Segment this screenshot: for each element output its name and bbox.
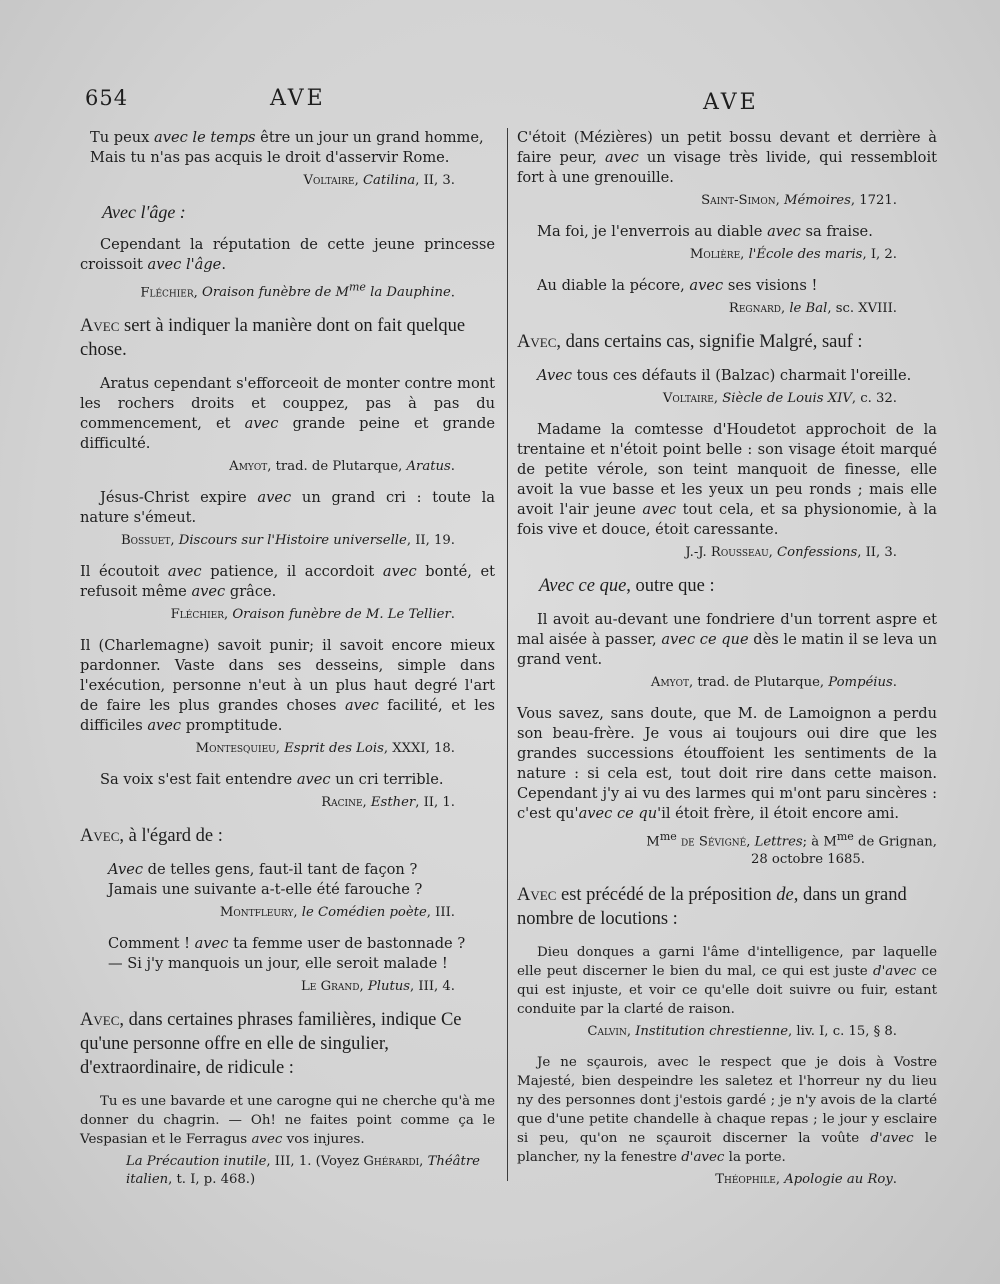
attribution: Regnard, le Bal, sc. XVIII. bbox=[728, 301, 897, 316]
attribution: $M^{me}$ de Sévigné, Lettres; à $M^{me}$ de Grignan, bbox=[646, 830, 937, 850]
verse: Avec de telles gens, faut-il tant de façon ? Jamais une suivante a-t-elle été farouche ? bbox=[108, 861, 423, 899]
quotation: Tu es une bavarde et une carogne qui ne cherche qu'à me donner du chagrin. — Oh! ne faites point comme ça le Vespasian et le Ferragus avec vos injures. La Précaution inutile, III, 1. (Voyez Ghérardi, Théâtre italien, t. I, p. 468.) bbox=[80, 1094, 495, 1188]
quotation: Dieu donques a garni l'âme d'intelligence, par laquelle elle peut discerner le bien du mal, ce qui est juste d'avec ce qui est injuste, et voir ce qu'elle doit suivre ou fuir, estant conduite par la clarté de raison. Calvin, Institution chrestienne, liv. I, c. 15, § 8. bbox=[517, 945, 937, 1040]
attribution: La Précaution inutile, III, 1. (Voyez Ghérardi, Théâtre italien, t. I, p. 468.) bbox=[126, 1154, 480, 1188]
attribution: Montesquieu, Esprit des Lois, XXXI, 18. bbox=[195, 741, 455, 757]
attribution: Le Grand, Plutus, III, 4. bbox=[301, 979, 455, 995]
attribution: Saint-Simon, Mémoires, 1721. bbox=[701, 193, 897, 208]
quotation: Aratus cependant s'efforceoit de monter contre mont les rochers droits et couppez, pas à pas du commencement, et avec grande peine et grande difficulté. Amyot, trad. de Plutarque, Aratus. bbox=[80, 375, 496, 475]
page-number: 654 bbox=[85, 86, 129, 110]
section-heading: Avec, dans certains cas, signifie Malgré, sauf : bbox=[517, 332, 863, 352]
right-column bbox=[517, 128, 937, 1201]
section-heading: Avec, dans certaines phrases familières, indique Ce qu'une personne offre en elle de singulier, d'extraordinaire, de ridicule : bbox=[80, 1010, 462, 1079]
section-heading: Avec sert à indiquer la manière dont on fait quelque chose. bbox=[80, 316, 466, 361]
attribution: Molière, l'École des maris, I, 2. bbox=[689, 247, 897, 262]
quotation: Cependant la réputation de cette jeune princesse croissoit avec l'âge. Fléchier, Oraison funèbre de $M^{me}$ la Dauphine. bbox=[80, 236, 495, 301]
quotation: Il (Charlemagne) savoit punir; il savoit encore mieux pardonner. Vaste dans ses desseins, simple dans l'exécution, personne n'eut à un plus haut degré l'art de faire les plus grandes choses avec facilité, et les difficiles avec promptitude. Montesquieu, Esprit des Lois, XXXI, 18. bbox=[80, 637, 495, 757]
quotation: Jésus-Christ expire avec un grand cri : toute la nature s'émeut. Bossuet, Discours sur l'Histoire universelle, II, 19. bbox=[80, 489, 495, 549]
quotation: Il avoit au-devant une fondriere d'un torrent aspre et mal aisée à passer, avec ce que dès le matin il se leva un grand vent. Amyot, trad. de Plutarque, Pompéius. bbox=[517, 611, 937, 690]
attribution: Voltaire, Siècle de Louis XIV, c. 32. bbox=[662, 391, 897, 406]
attribution: Amyot, trad. de Plutarque, Aratus. bbox=[229, 459, 455, 475]
section-heading: Avec ce que, outre que : bbox=[539, 576, 715, 596]
subheading: Avec l'âge : bbox=[102, 202, 186, 222]
section-heading: Avec, à l'égard de : bbox=[80, 826, 223, 847]
running-head-left: AVE bbox=[270, 86, 326, 111]
quotation: Au diable la pécore, avec ses visions ! Regnard, le Bal, sc. XVIII. bbox=[517, 276, 937, 318]
attribution: Fléchier, Oraison funèbre de M. Le Tellier. bbox=[170, 607, 455, 623]
attribution: Montfleury, le Comédien poète, III. bbox=[219, 905, 455, 921]
quotation bbox=[80, 934, 495, 996]
attribution: Bossuet, Discours sur l'Histoire universelle, II, 19. bbox=[120, 533, 455, 549]
quotation: Il écoutoit avec patience, il accordoit avec bonté, et refusoit même avec grâce. Fléchier, Oraison funèbre de M. Le Tellier. bbox=[80, 563, 496, 623]
attribution: Voltaire, Catilina, II, 3. bbox=[303, 173, 455, 188]
quotation: Avec tous ces défauts il (Balzac) charmait l'oreille. Voltaire, Siècle de Louis XIV, c. 32. bbox=[517, 366, 937, 408]
attribution: Calvin, Institution chrestienne, liv. I, c. 15, § 8. bbox=[587, 1024, 897, 1040]
quotation: Ma foi, je l'enverrois au diable avec sa fraise. Molière, l'École des maris, I, 2. bbox=[517, 222, 937, 264]
attribution: J.-J. Rousseau, Confessions, II, 3. bbox=[685, 545, 897, 560]
quotation: Vous savez, sans doute, que M. de Lamoignon a perdu son beau-frère. Je vous ai toujours oui dire que les grandes successions étouffoient les sentiments de la nature : si cela est, tout doit rire dans cette maison. Cependant j'y ai vu des larmes qui m'ont paru sincères : c'est qu'avec ce qu'il étoit frère, il étoit encore ami. $M^{me}$ de Sévigné, Lettres; à $M^{me}$ de Grignan, 28 octobre 1685. bbox=[517, 705, 937, 868]
attribution: Racine, Esther, II, 1. bbox=[321, 795, 455, 811]
quotation: C'étoit (Mézières) un petit bossu devant et derrière à faire peur, avec un visage très livide, qui ressembloit fort à une grenouille. Saint-Simon, Mémoires, 1721. bbox=[517, 129, 937, 208]
attribution: Fléchier, Oraison funèbre de $M^{me}$ la Dauphine. bbox=[140, 281, 455, 301]
running-head-right: AVE bbox=[703, 90, 759, 115]
quotation: Je ne sçaurois, avec le respect que je dois à Vostre Majesté, bien despeindre les saletez et l'horreur ny du lieu ny des personnes dont j'estois gardé ; je n'y avois de la clarté que d'une petite chandelle à chaque repas ; le jour y esclaire si peu, qu'on ne sçauroit discerner la voûte d'avec le plancher, ny la fenestre d'avec la porte. Théophile, Apologie au Roy. bbox=[517, 1055, 937, 1188]
attribution: Amyot, trad. de Plutarque, Pompéius. bbox=[650, 675, 897, 690]
verse: Tu peux avec le temps être un jour un grand homme, Mais tu n'as pas acquis le droit d'asservir Rome. bbox=[90, 129, 484, 166]
verse: Comment ! avec ta femme user de bastonnade ? — Si j'y manquois un jour, elle seroit malade ! bbox=[108, 935, 466, 973]
attribution: Théophile, Apologie au Roy. bbox=[715, 1172, 897, 1188]
section-heading: Avec est précédé de la préposition de, dans un grand nombre de locutions : bbox=[517, 885, 907, 930]
quotation bbox=[80, 860, 495, 922]
quotation bbox=[80, 128, 495, 190]
attribution-date: 28 octobre 1685. bbox=[750, 852, 865, 868]
left-column bbox=[80, 128, 495, 1201]
column-rule bbox=[507, 128, 508, 1181]
quotation: Madame la comtesse d'Houdetot approchoit de la trentaine et n'étoit point belle : son visage étoit marqué de petite vérole, son teint manquoit de finesse, elle avoit la vue basse et les yeux un peu ronds ; mais elle avoit l'air jeune avec tout cela, et sa physionomie, à la fois vive et douce, étoit caressante. J.-J. Rousseau, Confessions, II, 3. bbox=[517, 421, 937, 560]
quotation: Sa voix s'est fait entendre avec un cri terrible. Racine, Esther, II, 1. bbox=[80, 770, 495, 812]
